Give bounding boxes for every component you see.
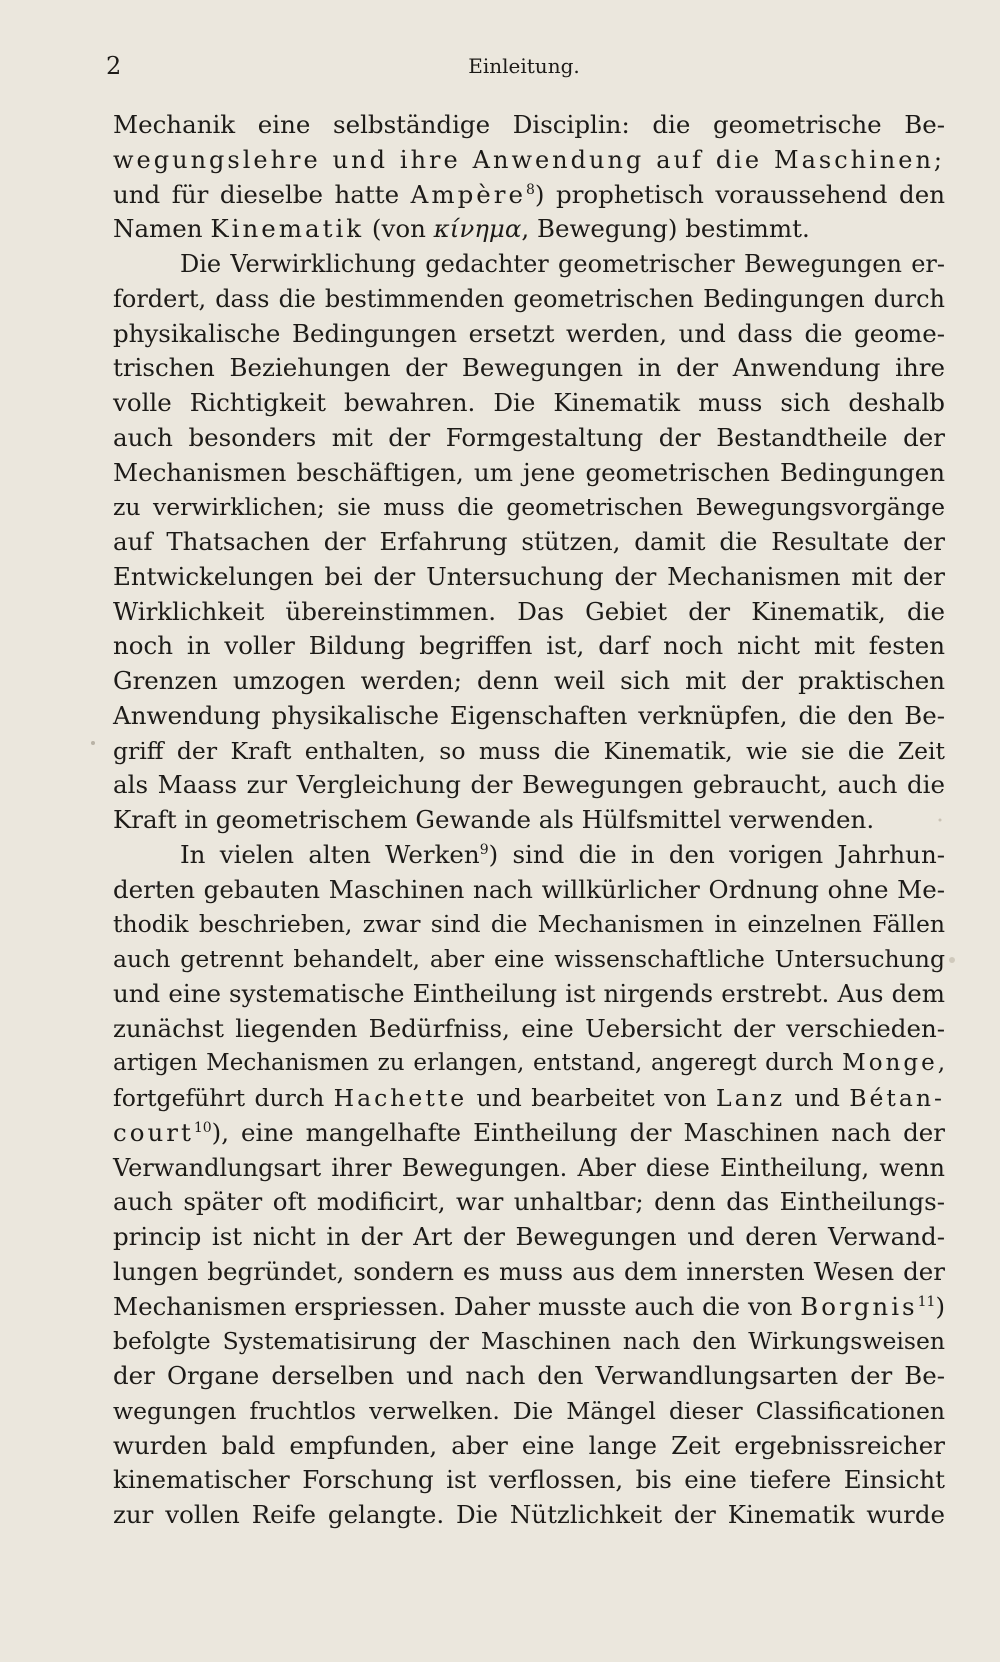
text-line: griff der Kraft enthalten, so muss die Kinematik, wie sie die Zeit: [113, 736, 945, 765]
text-line: Kraft in geometrischem Gewande als Hülfsmittel verwenden.: [113, 805, 875, 834]
person-name: Hachette: [333, 1084, 468, 1112]
emphasized-term: Kinematik: [210, 214, 365, 244]
text-line: kinematischer Forschung ist verflossen, bis eine tiefere Einsicht: [113, 1465, 945, 1495]
text-run: ,: [937, 1050, 945, 1077]
text-line: der Organe derselben und nach den Verwandlungsarten der Be-: [113, 1361, 945, 1390]
text-run: wegungslehre und ihre Anwendung auf die Maschinen;: [113, 145, 945, 174]
text-line: noch in voller Bildung begriffen ist, darf noch nicht mit festen: [113, 631, 945, 661]
page-number: 2: [106, 52, 122, 80]
text-line: thodik beschrieben, zwar sind die Mechanismen in einzelnen Fällen: [113, 910, 945, 939]
text-line: [113, 212, 945, 247]
person-name: Borgnis: [800, 1291, 918, 1321]
paper-speck: [949, 957, 955, 963]
text-line: und eine systematische Eintheilung ist nirgends erstrebt. Aus dem: [113, 978, 945, 1008]
text-line: Mechanik eine selbständige Disciplin: die geometrische Be-: [113, 110, 945, 139]
text-line: zu verwirklichen; sie muss die geometrischen Bewegungsvorgänge: [113, 493, 945, 522]
text-line: volle Richtigkeit bewahren. Die Kinematik muss sich deshalb: [113, 388, 945, 417]
greek-word: κίνημα: [433, 214, 522, 244]
text-run: fortgeführt durch: [113, 1084, 334, 1112]
person-name: Bétan-: [849, 1084, 945, 1112]
person-name: court: [113, 1117, 194, 1147]
text-line: Die Verwirklichung gedachter geometrischer Bewegungen er-: [180, 250, 945, 278]
text-line: Mechanismen beschäftigen, um jene geometrischen Bedingungen: [113, 457, 945, 487]
text-run: ) sind die in den vorigen Jahrhun-: [488, 839, 945, 869]
text-line: auch getrennt behandelt, aber eine wissenschaftliche Untersuchung: [113, 945, 945, 973]
running-head: Einleitung.: [468, 54, 580, 78]
text-run: ), eine mangelhafte Eintheilung der Maschinen nach der: [211, 1117, 945, 1147]
page-header: [104, 50, 944, 82]
text-line: befolgte Systematisirung der Maschinen nach den Wirkungsweisen: [113, 1327, 945, 1356]
text-line: [113, 1290, 945, 1325]
text-run: Mechanismen erspriessen. Daher musste auch die von: [113, 1291, 801, 1321]
text-line: derten gebauten Maschinen nach willkürlicher Ordnung ohne Me-: [113, 874, 945, 904]
text-line: lungen begründet, sondern es muss aus dem innersten Wesen der: [113, 1256, 945, 1286]
footnote-ref: 11: [917, 1293, 936, 1310]
text-line: [113, 178, 945, 213]
text-line: Grenzen umzogen werden; denn weil sich mit der praktischen: [113, 666, 945, 695]
person-name: Monge: [842, 1050, 938, 1077]
text-line: auch besonders mit der Formgestaltung der Bestandtheile der: [113, 422, 945, 452]
footnote-ref: 9: [479, 841, 489, 858]
text-line: Anwendung physikalische Eigenschaften verknüpfen, die den Be-: [113, 700, 945, 730]
text-line: [113, 1116, 945, 1151]
text-run: Namen: [113, 214, 211, 244]
text-run: und für dieselbe hatte: [113, 179, 411, 209]
text-run: In vielen alten Werken: [180, 839, 480, 869]
text-line: Wirklichkeit übereinstimmen. Das Gebiet der Kinematik, die: [113, 596, 945, 626]
person-name: Lanz: [716, 1084, 786, 1112]
text-line: zunächst liegenden Bedürfniss, eine Uebersicht der verschieden-: [113, 1013, 945, 1043]
body-text: [113, 108, 945, 1533]
text-line: Verwandlungsart ihrer Bewegungen. Aber diese Eintheilung, wenn: [113, 1153, 945, 1182]
text-run: (von: [364, 214, 434, 244]
text-run: , Bewegung) bestimmt.: [521, 214, 810, 244]
text-line: princip ist nicht in der Art der Bewegungen und deren Verwand-: [113, 1222, 945, 1251]
footnote-ref: 8: [525, 181, 535, 198]
text-line: [113, 1081, 945, 1116]
text-line: [113, 1046, 945, 1081]
text-line: trischen Beziehungen der Bewegungen in der Anwendung ihre: [113, 353, 945, 383]
text-line: [113, 838, 945, 873]
text-run: artigen Mechanismen zu erlangen, entstand, angeregt durch: [113, 1050, 843, 1077]
text-line: zur vollen Reife gelangte. Die Nützlichkeit der Kinematik wurde: [113, 1500, 945, 1529]
text-run: und: [785, 1084, 850, 1112]
text-line: auch später oft modificirt, war unhaltbar; denn das Eintheilungs-: [113, 1187, 945, 1217]
text-line: Entwickelungen bei der Untersuchung der Mechanismen mit der: [113, 561, 945, 591]
text-line: wegungen fruchtlos verwelken. Die Mängel dieser Classificationen: [113, 1396, 945, 1425]
text-line: auf Thatsachen der Erfahrung stützen, damit die Resultate der: [113, 527, 945, 556]
text-line: wurden bald empfunden, aber eine lange Zeit ergebnissreicher: [113, 1430, 945, 1460]
text-line: fordert, dass die bestimmenden geometrischen Bedingungen durch: [113, 284, 945, 313]
paper-speck: [91, 741, 95, 745]
footnote-ref: 10: [193, 1119, 212, 1136]
person-name: Ampère: [410, 179, 526, 209]
text-line: physikalische Bedingungen ersetzt werden, und dass die geome-: [113, 318, 945, 348]
text-run: ) prophetisch voraussehend den: [534, 179, 945, 209]
text-line: als Maass zur Vergleichung der Bewegungen gebraucht, auch die: [113, 770, 945, 800]
text-run: ): [935, 1291, 945, 1321]
text-run: und bearbeitet von: [467, 1084, 717, 1112]
text-line: [113, 143, 945, 178]
